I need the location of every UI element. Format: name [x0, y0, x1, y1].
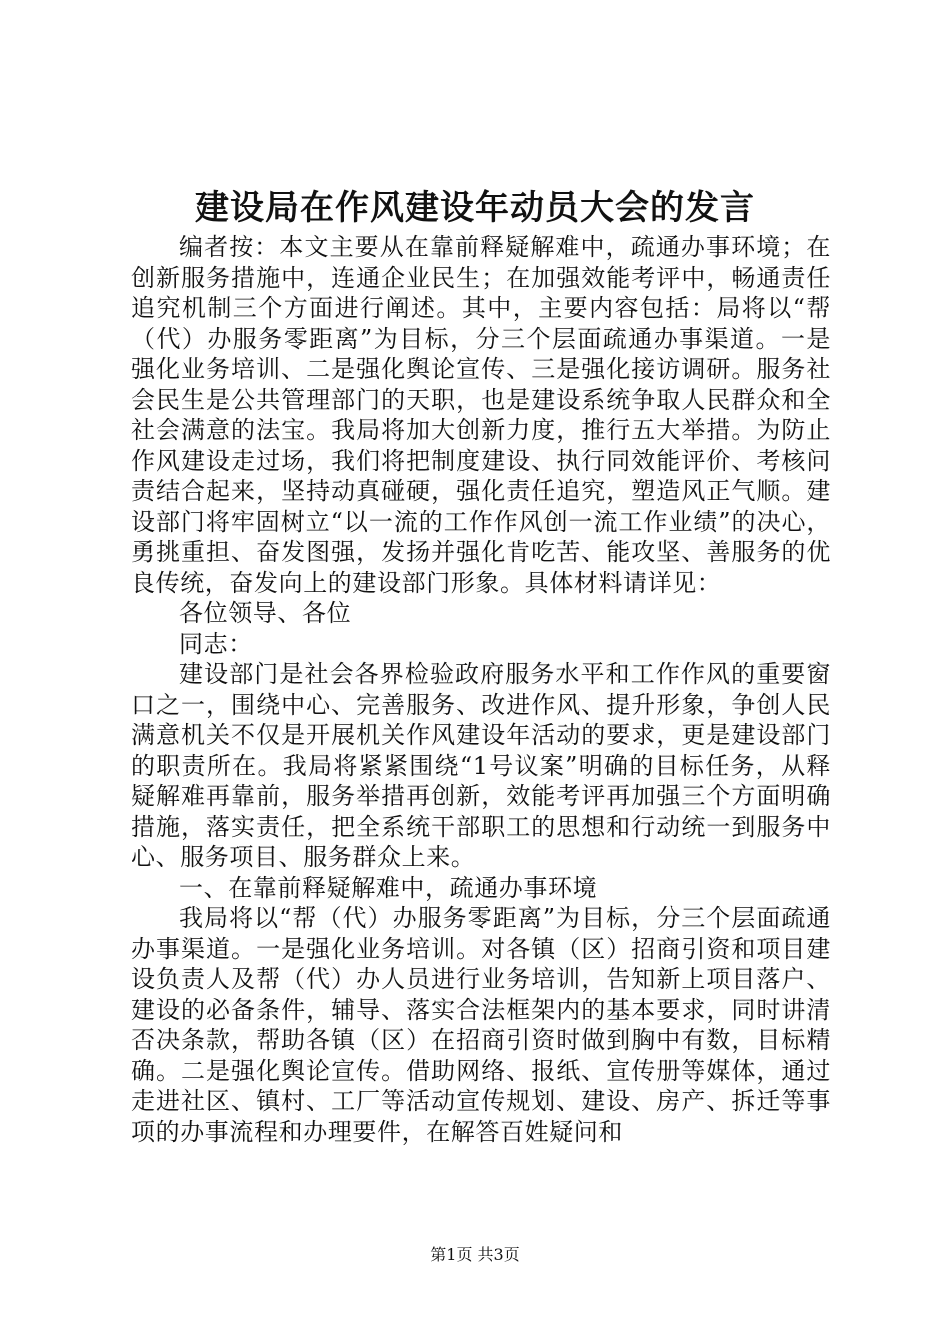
body-paragraph: 我局将以“帮（代）办服务零距离”为目标，分三个层面疏通办事渠道。一是强化业务培训。对各镇（区）招商引资和项目建设负责人及帮（代）办人员进行业务培训，告知新上项目落户、建设的必备条件，辅导、落实合法框架内的基本要求，同时讲清否决条款，帮助各镇（区）在招商引资时做到胸中有数，目标精确。二是强化舆论宣传。借助网络、报纸、宣传册等媒体，通过走进社区、镇村、工厂等活动宣传规划、建设、房产、拆迁等事项的办事流程和办理要件，在解答百姓疑问和 [131, 904, 831, 1146]
section-heading: 一、在靠前释疑解难中，疏通办事环境 [179, 873, 598, 902]
salutation-line: 同志： [179, 629, 253, 658]
salutation-line: 各位领导、各位 [179, 599, 352, 627]
body-paragraph: 建设部门是社会各界检验政府服务水平和工作作风的重要窗口之一，围绕中心、完善服务、改进作风、提升形象，争创人民满意机关不仅是开展机关作风建设年活动的要求，更是建设部门的职责所在。我局将紧紧围绕“1号议案”明确的目标任务，从释疑解难再靠前，服务举措再创新，效能考评再加强三个方面明确措施，落实责任，把全系统干部职工的思想和行动统一到服务中心、服务项目、服务群众上来。 [131, 660, 831, 871]
editor-note-paragraph: 编者按：本文主要从在靠前释疑解难中，疏通办事环境；在创新服务措施中，连通企业民生；在加强效能考评中，畅通责任追究机制三个方面进行阐述。其中，主要内容包括：局将以“帮（代）办服务零距离”为目标，分三个层面疏通办事渠道。一是强化业务培训、二是强化舆论宣传、三是强化接访调研。服务社会民生是公共管理部门的天职，也是建设系统争取人民群众和全社会满意的法宝。我局将加大创新力度，推行五大举措。为防止作风建设走过场，我们将把制度建设、执行同效能评价、考核问责结合起来，坚持动真碰硬，强化责任追究，塑造风正气顺。建设部门将牢固树立“以一流的工作作风创一流工作业绩”的决心，勇挑重担、奋发图强，发扬并强化肯吃苦、能攻坚、善服务的优良传统，奋发向上的建设部门形象。具体材料请详见： [131, 233, 831, 597]
page-footer: 第1页 共3页 [430, 1245, 520, 1264]
document-title: 建设局在作风建设年动员大会的发言 [195, 188, 755, 228]
document-body [131, 232, 831, 1147]
